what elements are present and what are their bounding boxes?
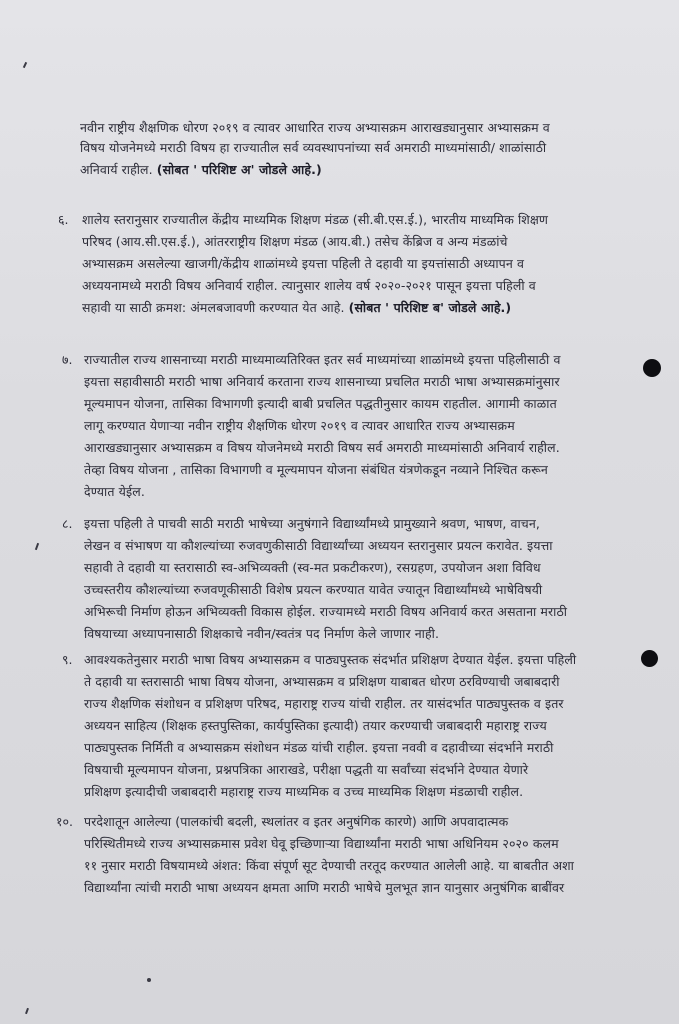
clause-number: ७. (62, 352, 73, 367)
text-line: विषयाची मूल्यमापन योजना, प्रश्नपत्रिका आराखडे, परीक्षा पद्धती या सर्वांच्या संदर्भाने देण्यात येणारे (84, 762, 529, 777)
clause-number: ९. (62, 652, 73, 667)
attachment-note: (सोबत ' परिशिष्ट अ' जोडले आहे.) (156, 162, 322, 177)
text-line: आराखड्यानुसार अभ्यासक्रम व विषय योजनेमध्ये मराठी विषय सर्व अमराठी माध्यमांसाठी अनिवार्य राहील. (84, 440, 560, 455)
text-line: उच्चस्तरीय कौशल्यांच्या रुजवणूकीसाठी विशेष प्रयत्न करण्यात यावेत ज्यातून विद्यार्थ्यांमध्ये भाषेविषयी (84, 582, 543, 597)
text-fragment: अनिवार्य राहील. (80, 162, 153, 177)
text-fragment: सहावी या साठी क्रमश: अंमलबजावणी करण्यात येत आहे. (82, 300, 345, 315)
attachment-note: (सोबत ' परिशिष्ट ब' जोडले आहे.) (348, 300, 512, 315)
text-line: ते दहावी या स्तरासाठी भाषा विषय योजना, अभ्यासक्रम व प्रशिक्षण याबाबत धोरण ठरविण्याची जबाबदारी (84, 674, 560, 689)
text-line: नवीन राष्ट्रीय शैक्षणिक धोरण २०१९ व त्यावर आधारित राज्य अभ्यासक्रम आराखड्यानुसार अभ्यासक्रम व (80, 120, 550, 135)
clause-number: १०. (56, 814, 73, 829)
text-line: ११ नुसार मराठी विषयामध्ये अंशत: किंवा संपूर्ण सूट देण्याची तरतूद करण्यात आलेली आहे. या बाबतीत अशा (84, 858, 574, 873)
text-line: शालेय स्तरानुसार राज्यातील केंद्रीय माध्यमिक शिक्षण मंडळ (सी.बी.एस.ई.), भारतीय माध्यमिक शिक्षण (82, 212, 549, 227)
text-line: अभिरूची निर्माण होऊन अभिव्यक्ती विकास होईल. राज्यामध्ये मराठी विषय अनिवार्य करत असताना मराठी (84, 604, 568, 619)
text-line: अध्ययन साहित्य (शिक्षक हस्तपुस्तिका, कार्यपुस्तिका इत्यादी) तयार करण्याची जबाबदारी महाराष्ट्र राज्य (84, 718, 547, 733)
text-line: परदेशातून आलेल्या (पालकांची बदली, स्थलांतर व इतर अनुषंगिक कारणे) आणि अपवादात्मक (84, 814, 509, 829)
clause-number: ८. (62, 516, 73, 531)
stray-mark (23, 62, 27, 68)
text-line: सहावी ते दहावी या स्तरासाठी स्व-अभिव्यक्ती (स्व-मत प्रकटीकरण), रसग्रहण, उपयोजन अशा विविध (84, 560, 541, 575)
text-line: लागू करण्यात येणाऱ्या नवीन राष्ट्रीय शैक्षणिक धोरण २०१९ व त्यावर आधारित राज्य अभ्यासक्रम (84, 418, 515, 433)
stray-mark (35, 543, 39, 550)
text-line: विषयाच्या अध्यापनासाठी शिक्षकाचे नवीन/स्वतंत्र पद निर्माण केले जाणार नाही. (84, 626, 440, 641)
text-line: परिस्थितीमध्ये राज्य अभ्यासक्रमास प्रवेश घेवू इच्छिणाऱ्या विद्यार्थ्यांना मराठी भाषा अधिनियम २०२० कलम (84, 836, 559, 851)
text-line: अध्ययनामध्ये मराठी विषय अनिवार्य राहील. त्यानुसार शालेय वर्ष २०२०-२०२१ पासून इयत्ता पहिली व (82, 278, 536, 293)
text-line: विद्यार्थ्यांना त्यांची मराठी भाषा अध्ययन क्षमता आणि मराठी भाषेचे मुलभूत ज्ञान यानुसार अनुषंगिक बाबींवर (84, 880, 565, 895)
text-line: इयत्ता पहिली ते पाचवी साठी मराठी भाषेच्या अनुषंगाने विद्यार्थ्यांमध्ये प्रामुख्याने श्रवण, भाषण, वाचन, (84, 516, 540, 531)
text-line: विषय योजनेमध्ये मराठी विषय हा राज्यातील सर्व व्यवस्थापनांच्या सर्व अमराठी माध्यमांसाठी/ शाळांसाठी (80, 140, 547, 155)
text-line: राज्यातील राज्य शासनाच्या मराठी माध्यमाव्यतिरिक्त इतर सर्व माध्यमांच्या शाळांमध्ये इयत्ता पहिलीसाठी व (84, 352, 561, 367)
punch-hole-dot (643, 359, 661, 377)
text-line: आवश्यकतेनुसार मराठी भाषा विषय अभ्यासक्रम व पाठ्यपुस्तक संदर्भात प्रशिक्षण देण्यात येईल. इयत्ता पहिली (84, 652, 577, 667)
clause-number: ६. (58, 212, 69, 227)
text-line: अभ्यासक्रम असलेल्या खाजगी/केंद्रीय शाळांमध्ये इयत्ता पहिली ते दहावी या इयत्तांसाठी अध्यापन व (82, 256, 525, 271)
stray-mark (25, 1008, 29, 1014)
text-line: तेव्हा विषय योजना , तासिका विभागणी व मूल्यमापन योजना संबंधित यंत्रणेकडून नव्याने निश्चित करून (84, 462, 548, 477)
text-line (82, 298, 511, 317)
text-line: राज्य शैक्षणिक संशोधन व प्रशिक्षण परिषद, महाराष्ट्र राज्य यांची राहील. तर यासंदर्भात पाठ्यपुस्तक व इतर (84, 696, 564, 711)
text-line: परिषद (आय.सी.एस.ई.), आंतरराष्ट्रीय शिक्षण मंडळ (आय.बी.) तसेच केंब्रिज व अन्य मंडळांचे (82, 234, 508, 249)
stray-mark (147, 978, 151, 982)
text-line: लेखन व संभाषण या कौशल्यांच्या रुजवणुकीसाठी विद्यार्थ्यांच्या अध्ययन स्तरानुसार प्रयत्न करावेत. इयत्ता (84, 538, 553, 553)
text-line (80, 160, 322, 179)
punch-hole-dot (641, 650, 658, 667)
text-line: इयत्ता सहावीसाठी मराठी भाषा अनिवार्य करताना राज्य शासनाच्या प्रचलित मराठी भाषा अभ्यासक्रमांनुसार (84, 374, 560, 389)
text-line: देण्यात येईल. (84, 484, 145, 499)
text-line: मूल्यमापन योजना, तासिका विभागणी इत्यादी बाबी प्रचलित पद्धतीनुसार कायम राहतील. आगामी काळात (84, 396, 557, 411)
text-line: प्रशिक्षण इत्यादीची जबाबदारी महाराष्ट्र राज्य माध्यमिक व उच्च माध्यमिक शिक्षण मंडळाची राहील. (84, 784, 524, 799)
text-line: पाठ्यपुस्तक निर्मिती व अभ्यासक्रम संशोधन मंडळ यांची राहील. इयत्ता नववी व दहावीच्या संदर्भाने मराठी (84, 740, 554, 755)
